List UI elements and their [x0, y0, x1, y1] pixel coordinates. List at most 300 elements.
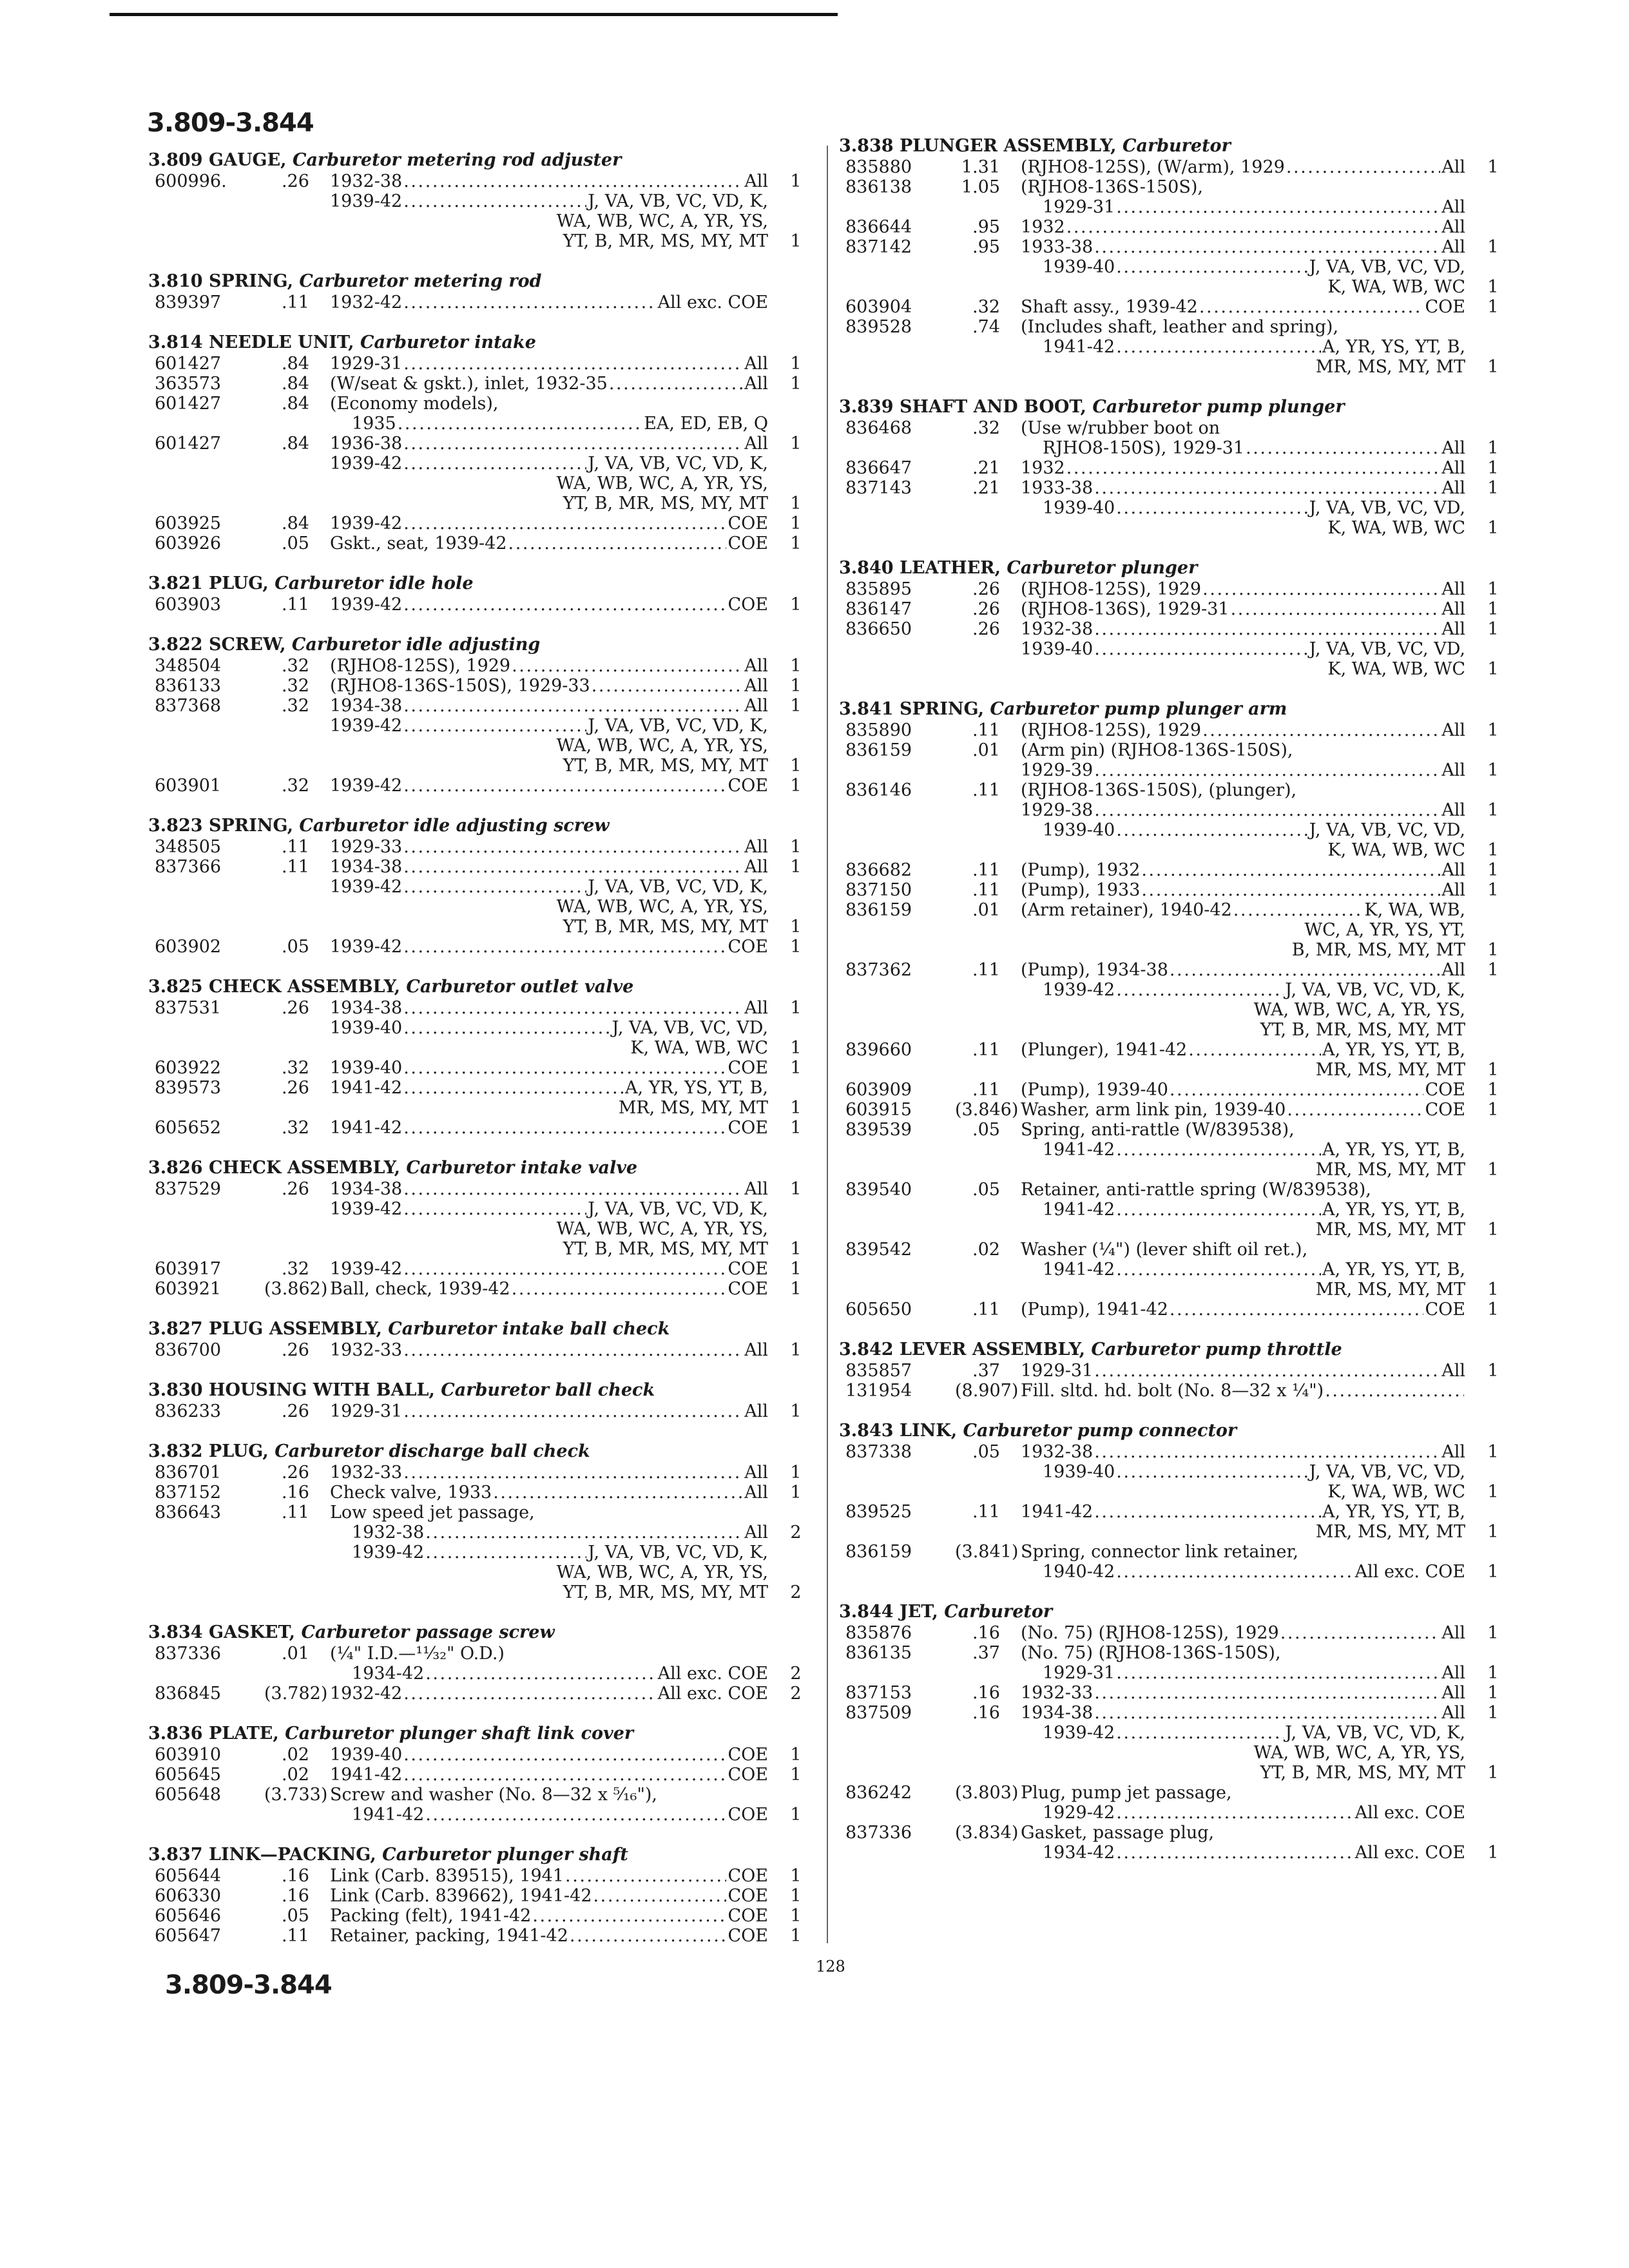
section-number: 3.836	[148, 1724, 203, 1744]
application-line	[330, 1279, 802, 1299]
application-line	[1021, 1763, 1499, 1783]
part-entry	[148, 1259, 805, 1279]
application-line	[1021, 1502, 1465, 1522]
quantity: 1	[790, 696, 802, 716]
dot-leader	[1116, 1723, 1284, 1743]
section-heading	[148, 149, 805, 171]
applicable-models: MR, MS, MY, MT	[618, 1098, 768, 1118]
application-line	[1021, 1522, 1499, 1542]
entry-lines	[1021, 880, 1499, 900]
section-heading	[148, 1723, 805, 1745]
part-entry	[839, 1442, 1503, 1502]
entry-lines	[330, 1078, 802, 1118]
entry-lines	[330, 533, 802, 553]
quantity: 1	[790, 1401, 802, 1421]
dot-leader	[403, 1765, 726, 1785]
line-description: (W/seat & gskt.), inlet, 1932-35	[330, 374, 608, 394]
section-number: 3.825	[148, 977, 203, 997]
page-number: 128	[816, 1957, 845, 1975]
part-entry	[839, 1080, 1503, 1100]
application-line	[1021, 1080, 1499, 1100]
catalog-section	[148, 573, 805, 615]
dot-leader	[593, 1886, 727, 1906]
part-price: .26	[282, 1179, 309, 1199]
entry-lines	[1021, 317, 1499, 377]
section-number: 3.826	[148, 1158, 203, 1178]
applicable-models: J, VA, VB, VC, VD, K,	[588, 877, 768, 897]
line-description: 1939-42	[352, 1542, 425, 1562]
application-line	[1021, 438, 1499, 458]
applicable-models: All	[1441, 157, 1465, 177]
applicable-models: J, VA, VB, VC, VD, K,	[1285, 1723, 1465, 1743]
part-entry	[839, 1381, 1503, 1401]
application-line	[330, 1199, 768, 1219]
applicable-models: All	[744, 434, 768, 454]
quantity: 1	[790, 1279, 802, 1299]
applicable-models: COE	[728, 1926, 768, 1946]
application-line	[1021, 579, 1499, 599]
line-description: Check valve, 1933	[330, 1483, 492, 1503]
section-number: 3.821	[148, 573, 203, 593]
quantity: 1	[1487, 438, 1499, 458]
dot-leader	[1116, 197, 1440, 217]
application-line	[330, 374, 802, 394]
section-title: Carburetor ball check	[441, 1380, 655, 1400]
entry-lines	[1021, 1502, 1499, 1542]
applicable-models: All	[1441, 760, 1465, 780]
part-entry	[148, 1926, 805, 1946]
part-number: 836159	[845, 1542, 912, 1562]
applicable-models: All	[1441, 599, 1465, 619]
section-name: GAUGE,	[208, 150, 287, 170]
application-line	[330, 756, 802, 776]
catalog-section	[148, 1379, 805, 1421]
entry-lines	[330, 1503, 802, 1602]
applicable-models: All	[1441, 458, 1465, 478]
section-title: Carburetor pump throttle	[1091, 1340, 1342, 1360]
dot-leader	[592, 676, 743, 696]
applicable-models: COE	[728, 1259, 768, 1279]
application-line	[1021, 1683, 1499, 1703]
applicable-models: COE	[728, 937, 768, 957]
part-number: 603902	[155, 937, 222, 957]
line-description: Packing (felt), 1941-42	[330, 1906, 532, 1926]
quantity: 1	[1487, 1683, 1499, 1703]
line-description: 1929-31	[1043, 1663, 1115, 1683]
part-price: .32	[282, 776, 309, 796]
application-line	[1021, 1482, 1499, 1502]
part-number: 603921	[155, 1279, 222, 1299]
dot-leader	[403, 716, 586, 736]
quantity: 1	[790, 937, 802, 957]
application-line	[1021, 1280, 1499, 1300]
part-entry	[839, 1703, 1503, 1783]
application-line	[1021, 760, 1499, 780]
entry-lines	[330, 595, 802, 615]
part-price: .11	[972, 860, 1000, 880]
application-line	[1021, 1260, 1465, 1280]
section-title: Carburetor outlet valve	[406, 977, 634, 997]
catalog-section	[839, 135, 1503, 377]
dot-leader	[1116, 1663, 1440, 1683]
applicable-models: MR, MS, MY, MT	[1315, 1522, 1465, 1542]
section-name: PLUG,	[208, 573, 269, 593]
entry-lines	[1021, 1080, 1499, 1100]
catalog-section	[839, 1420, 1503, 1582]
application-line	[1021, 920, 1465, 940]
part-price: .05	[972, 1442, 1000, 1462]
entry-lines	[1021, 237, 1499, 297]
applicable-models: All	[744, 696, 768, 716]
part-entry	[148, 1279, 805, 1299]
section-title: Carburetor pump plunger arm	[990, 699, 1287, 719]
section-title: Carburetor metering rod	[299, 271, 542, 291]
part-number: 835857	[845, 1361, 912, 1381]
part-number: 836133	[155, 676, 222, 696]
dot-leader	[1246, 438, 1440, 458]
part-price: (3.846)	[955, 1100, 1019, 1120]
quantity: 1	[790, 1259, 802, 1279]
section-title: Carburetor pump plunger	[1092, 397, 1345, 417]
part-entry	[839, 1100, 1503, 1120]
entry-lines	[1021, 1783, 1465, 1823]
application-line	[1021, 297, 1499, 317]
application-line	[1021, 317, 1465, 337]
entry-lines	[1021, 1240, 1499, 1300]
application-line	[330, 1684, 802, 1704]
application-line	[1021, 1843, 1499, 1863]
section-name: LEVER ASSEMBLY,	[899, 1340, 1085, 1360]
application-line	[1021, 458, 1499, 478]
application-line	[1021, 1783, 1465, 1803]
dot-leader	[1094, 639, 1307, 659]
part-entry	[148, 1745, 805, 1765]
part-price: .05	[972, 1180, 1000, 1200]
dot-leader	[425, 1805, 726, 1825]
dot-leader	[1202, 579, 1440, 599]
entry-lines	[1021, 1442, 1499, 1502]
dot-leader	[512, 656, 743, 676]
part-entry	[148, 1058, 805, 1078]
section-name: LINK,	[899, 1421, 958, 1441]
part-entry	[148, 1765, 805, 1785]
dot-leader	[1116, 1562, 1353, 1582]
part-number: 603915	[845, 1100, 912, 1120]
line-description: 1929-31	[1021, 1361, 1094, 1381]
section-title: Carburetor idle adjusting	[291, 635, 541, 655]
catalog-section	[148, 815, 805, 957]
quantity: 1	[1487, 1300, 1499, 1320]
application-line	[1021, 880, 1499, 900]
application-line	[330, 1785, 768, 1805]
catalog-section	[148, 634, 805, 796]
quantity: 1	[1487, 1160, 1499, 1180]
entry-lines	[1021, 900, 1499, 960]
application-line	[1021, 740, 1465, 760]
part-entry	[839, 579, 1503, 599]
quantity: 1	[1487, 659, 1499, 679]
part-price: .11	[282, 1926, 309, 1946]
section-title: Carburetor	[944, 1602, 1053, 1622]
line-description: 1934-38	[330, 696, 403, 716]
section-heading	[839, 698, 1503, 720]
applicable-models: COE	[1425, 1080, 1465, 1100]
part-number: 836135	[845, 1643, 912, 1663]
section-heading	[839, 135, 1503, 157]
section-name: SPRING,	[899, 699, 984, 719]
application-line	[330, 494, 802, 514]
application-line	[1021, 518, 1499, 538]
section-heading	[148, 1157, 805, 1179]
quantity: 1	[1487, 880, 1499, 900]
dot-leader	[403, 1179, 743, 1199]
dot-leader	[1287, 1100, 1423, 1120]
quantity: 1	[790, 917, 802, 937]
section-title: Carburetor passage screw	[301, 1622, 555, 1642]
section-name: HOUSING WITH BALL,	[208, 1380, 435, 1400]
application-line	[1021, 1542, 1465, 1562]
part-number: 835895	[845, 579, 912, 599]
line-description: 1929-33	[330, 837, 403, 857]
quantity: 1	[1487, 1442, 1499, 1462]
part-entry	[839, 619, 1503, 679]
quantity: 1	[790, 656, 802, 676]
dot-leader	[1233, 900, 1364, 920]
part-number: 605646	[155, 1906, 222, 1926]
quantity: 1	[790, 1118, 802, 1138]
application-line	[1021, 1020, 1465, 1040]
part-entry	[148, 1906, 805, 1926]
quantity: 1	[790, 837, 802, 857]
section-heading	[839, 1420, 1503, 1442]
part-price: .05	[282, 533, 309, 553]
entry-lines	[330, 1118, 802, 1138]
dot-leader	[1280, 1623, 1441, 1643]
part-price: .32	[282, 676, 309, 696]
part-entry	[148, 374, 805, 394]
line-description: 1934-38	[330, 998, 403, 1018]
applicable-models: K, WA, WB, WC	[1327, 1482, 1465, 1502]
entry-lines	[330, 1906, 802, 1926]
application-line	[330, 1644, 768, 1664]
entry-lines	[1021, 1120, 1499, 1180]
quantity: 2	[790, 1582, 802, 1602]
applicable-models: COE	[728, 1866, 768, 1886]
entry-lines	[330, 676, 802, 696]
quantity: 1	[790, 1483, 802, 1503]
part-number: 605648	[155, 1785, 222, 1805]
entry-lines	[1021, 1623, 1499, 1643]
dot-leader	[1094, 478, 1440, 498]
dot-leader	[403, 877, 586, 897]
dot-leader	[1116, 1140, 1321, 1160]
line-description: (No. 75) (RJHO8-136S-150S),	[1021, 1643, 1281, 1663]
section-title: Carburetor pump connector	[963, 1421, 1237, 1441]
applicable-models: All	[744, 1179, 768, 1199]
quantity: 1	[1487, 1703, 1499, 1723]
dot-leader	[403, 1118, 726, 1138]
applicable-models: WA, WB, WC, A, YR, YS,	[556, 736, 768, 756]
line-description: 1934-42	[1043, 1843, 1115, 1863]
quantity: 1	[1487, 458, 1499, 478]
entry-lines	[330, 937, 802, 957]
section-title: Carburetor	[1122, 136, 1231, 156]
entry-lines	[1021, 1100, 1499, 1120]
dot-leader	[1116, 337, 1321, 357]
part-price: (3.782)	[264, 1684, 328, 1704]
applicable-models: J, VA, VB, VC, VD, K,	[1285, 980, 1465, 1000]
entry-lines	[330, 1785, 802, 1825]
line-description: 1939-40	[1043, 257, 1115, 277]
section-heading	[148, 815, 805, 837]
part-price: .11	[282, 293, 309, 312]
part-number: 837362	[845, 960, 912, 980]
applicable-models: COE	[1425, 1100, 1465, 1120]
line-description: (RJHO8-136S-150S), (plunger),	[1021, 780, 1297, 800]
application-line	[1021, 619, 1499, 639]
applicable-models: YT, B, MR, MS, MY, MT	[563, 494, 768, 514]
applicable-models: J, VA, VB, VC, VD,	[1309, 498, 1465, 518]
application-line	[1021, 1140, 1465, 1160]
part-number: 839525	[845, 1502, 912, 1522]
quantity: 1	[790, 1765, 802, 1785]
part-number: 605652	[155, 1118, 222, 1138]
line-description: (Arm pin) (RJHO8-136S-150S),	[1021, 740, 1293, 760]
quantity: 2	[790, 1523, 802, 1542]
line-description: 1932-33	[1021, 1683, 1094, 1703]
line-description: (RJHO8-136S), 1929-31	[1021, 599, 1229, 619]
section-name: SCREW,	[208, 635, 286, 655]
catalog-section	[148, 1622, 805, 1704]
entry-lines	[330, 656, 802, 676]
quantity: 2	[790, 1664, 802, 1684]
part-price: .11	[282, 857, 309, 877]
quantity: 1	[1487, 1080, 1499, 1100]
quantity: 1	[790, 514, 802, 533]
application-line	[1021, 659, 1499, 679]
quantity: 1	[1487, 860, 1499, 880]
line-description: (¼" I.D.—¹¹⁄₃₂" O.D.)	[330, 1644, 505, 1664]
applicable-models: All	[744, 354, 768, 374]
part-number: 836233	[155, 1401, 222, 1421]
section-number: 3.827	[148, 1319, 203, 1339]
dot-leader	[1094, 237, 1440, 257]
applicable-models: All	[1441, 237, 1465, 257]
line-description: 1939-42	[330, 716, 403, 736]
part-number: 839660	[845, 1040, 912, 1060]
applicable-models: YT, B, MR, MS, MY, MT	[563, 756, 768, 776]
quantity: 1	[1487, 800, 1499, 820]
part-number: 603901	[155, 776, 222, 796]
part-price: .26	[282, 1340, 309, 1360]
dot-leader	[1116, 1260, 1321, 1280]
application-line	[330, 1340, 802, 1360]
application-line	[330, 857, 802, 877]
section-name: JET,	[899, 1602, 938, 1622]
entry-lines	[1021, 1643, 1499, 1683]
applicable-models: J, VA, VB, VC, VD, K,	[588, 191, 768, 211]
line-description: 1932	[1021, 458, 1065, 478]
part-price: .26	[282, 1078, 309, 1098]
dot-leader	[403, 1340, 743, 1360]
applicable-models: All	[1441, 1663, 1465, 1683]
application-line	[1021, 157, 1499, 177]
dot-leader	[398, 414, 642, 434]
part-entry	[148, 1886, 805, 1906]
application-line	[1021, 237, 1499, 257]
dot-leader	[1141, 860, 1440, 880]
applicable-models: YT, B, MR, MS, MY, MT	[563, 1239, 768, 1259]
part-entry	[839, 1300, 1503, 1320]
applicable-models: K, WA, WB, WC	[1327, 277, 1465, 297]
application-line	[1021, 217, 1465, 237]
quantity: 1	[790, 171, 802, 191]
line-description: 1941-42	[330, 1765, 403, 1785]
line-description: Retainer, anti-rattle spring (W/839538),	[1021, 1180, 1371, 1200]
dot-leader	[403, 1401, 743, 1421]
applicable-models: A, YR, YS, YT, B,	[1322, 1140, 1465, 1160]
application-line	[1021, 478, 1499, 498]
part-entry	[148, 1644, 805, 1684]
part-price: (3.834)	[955, 1823, 1019, 1843]
dot-leader	[609, 374, 743, 394]
section-number: 3.839	[839, 397, 894, 417]
dot-leader	[1094, 1361, 1440, 1381]
entry-lines	[330, 696, 802, 776]
part-entry	[148, 1785, 805, 1825]
line-description: 1932-33	[330, 1463, 403, 1483]
quantity: 1	[790, 533, 802, 553]
dot-leader	[1116, 1462, 1307, 1482]
section-heading	[148, 1622, 805, 1644]
line-description: 1929-39	[1021, 760, 1094, 780]
entry-lines	[1021, 1823, 1499, 1863]
line-description: (Pump), 1932	[1021, 860, 1141, 880]
application-line	[1021, 1220, 1499, 1240]
quantity: 1	[1487, 599, 1499, 619]
line-description: 1939-40	[1043, 1462, 1115, 1482]
line-description: (Use w/rubber boot on	[1021, 418, 1220, 438]
section-heading	[148, 634, 805, 656]
dot-leader	[1094, 1502, 1321, 1522]
part-entry	[148, 676, 805, 696]
part-price: .01	[972, 740, 1000, 760]
part-number: 839540	[845, 1180, 912, 1200]
top-rule	[110, 13, 838, 16]
line-description: 1932-38	[352, 1523, 425, 1542]
line-description: Gskt., seat, 1939-42	[330, 533, 507, 553]
part-number: 603910	[155, 1745, 222, 1765]
line-description: Fill. sltd. hd. bolt (No. 8—32 x ¼")	[1021, 1381, 1324, 1401]
section-name: PLUG ASSEMBLY,	[208, 1319, 382, 1339]
entry-lines	[330, 998, 802, 1058]
applicable-models: J, VA, VB, VC, VD,	[1309, 820, 1465, 840]
dot-leader	[1199, 297, 1424, 317]
applicable-models: COE	[728, 1118, 768, 1138]
application-line	[1021, 1562, 1499, 1582]
applicable-models: All	[1441, 800, 1465, 820]
part-number: 839397	[155, 293, 222, 312]
quantity: 1	[790, 1058, 802, 1078]
part-entry	[148, 171, 805, 251]
catalog-section	[148, 1723, 805, 1825]
part-entry	[839, 418, 1503, 458]
quantity: 1	[790, 676, 802, 696]
part-price: .26	[972, 599, 1000, 619]
applicable-models: MR, MS, MY, MT	[1315, 357, 1465, 377]
part-number: 839539	[845, 1120, 912, 1140]
part-entry	[839, 1120, 1503, 1180]
